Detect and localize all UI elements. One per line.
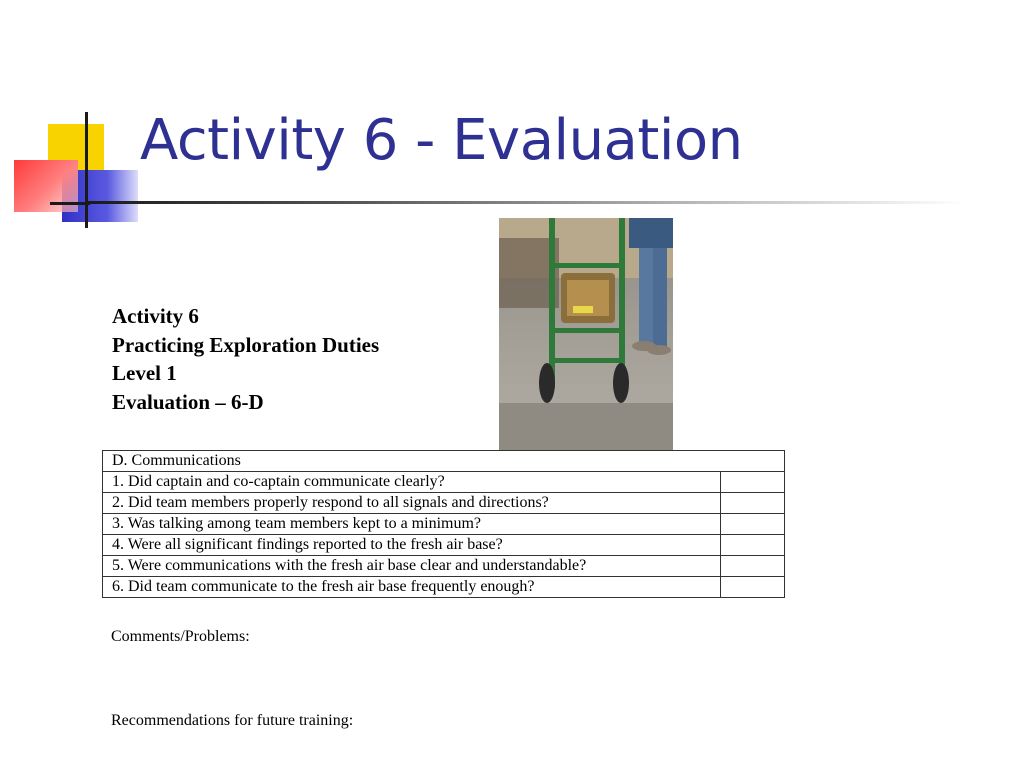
answer-cell[interactable]: [721, 535, 785, 556]
activity-heading-block: [112, 302, 379, 416]
section-header-cell: D. Communications: [103, 451, 785, 472]
answer-cell[interactable]: [721, 577, 785, 598]
question-cell: 1. Did captain and co-captain communicate clearly?: [103, 472, 721, 493]
table-row: [103, 556, 785, 577]
answer-cell[interactable]: [721, 472, 785, 493]
table-row: [103, 535, 785, 556]
heading-activity: Activity 6: [112, 304, 199, 328]
question-cell: 2. Did team members properly respond to all signals and directions?: [103, 493, 721, 514]
question-cell: 3. Was talking among team members kept to a minimum?: [103, 514, 721, 535]
title-underline-rule: [88, 201, 968, 204]
answer-cell[interactable]: [721, 514, 785, 535]
table-header-row: [103, 451, 785, 472]
table-row: [103, 577, 785, 598]
table-row: [103, 472, 785, 493]
question-cell: 6. Did team communicate to the fresh air base frequently enough?: [103, 577, 721, 598]
table-row: [103, 493, 785, 514]
evaluation-table: [102, 450, 785, 598]
heading-evaluation: Evaluation – 6-D: [112, 389, 264, 414]
decorative-short-line: [50, 202, 90, 205]
decorative-vertical-line: [85, 112, 88, 228]
recommendations-label: Recommendations for future training:: [111, 712, 354, 729]
slide-title: Activity 6 - Evaluation: [140, 108, 743, 173]
heading-subtitle: Practicing Exploration Duties: [112, 332, 380, 357]
comments-label: Comments/Problems:: [111, 628, 250, 645]
table-row: [103, 514, 785, 535]
answer-cell[interactable]: [721, 556, 785, 577]
heading-level: Level 1: [112, 361, 177, 385]
answer-cell[interactable]: [721, 493, 785, 514]
question-cell: 4. Were all significant findings reported to the fresh air base?: [103, 535, 721, 556]
photo-hand-truck-icon: [499, 218, 673, 450]
question-cell: 5. Were communications with the fresh air base clear and understandable?: [103, 556, 721, 577]
